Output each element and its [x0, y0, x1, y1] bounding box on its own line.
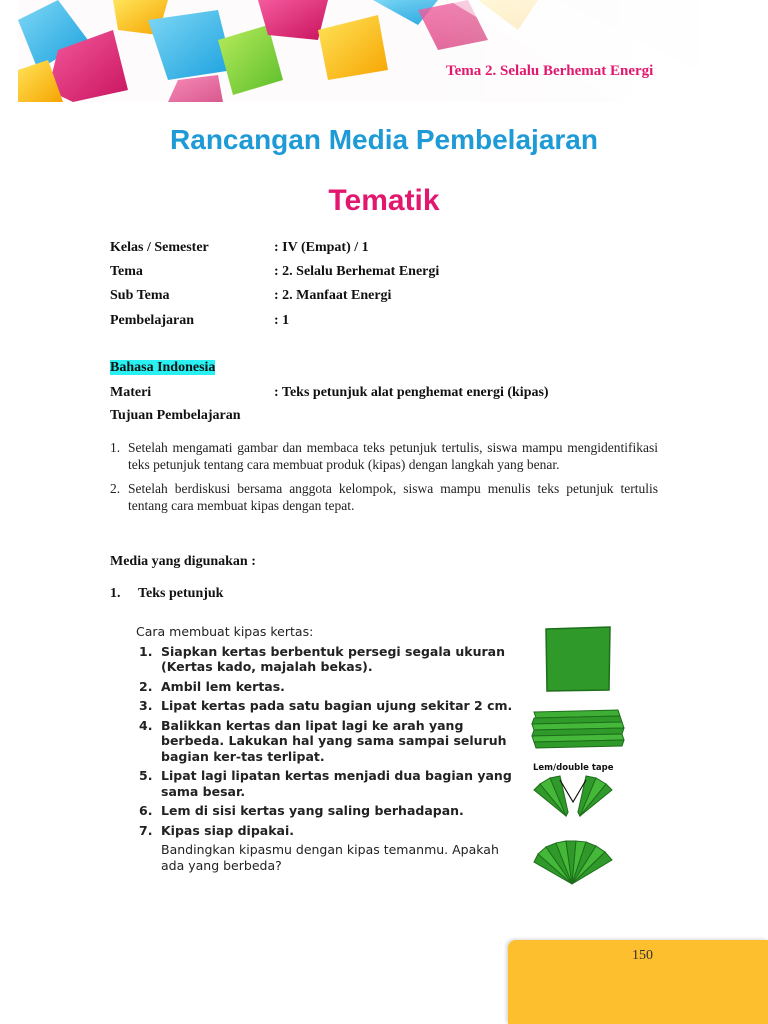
media-heading: Media yang digunakan :: [110, 554, 256, 569]
page-number: 150: [632, 948, 653, 963]
page-number-box: [508, 940, 768, 1024]
step-text: Balikkan kertas dan lipat lagi ke arah yang berbeda. Lakukan hal yang sama sampai seluruh bagian ker-tas terlipat.: [161, 717, 507, 764]
info-value: : 2. Manfaat Energi: [274, 288, 392, 303]
decorative-cubes-graphic: [18, 0, 698, 102]
media-item-label: Teks petunjuk: [138, 586, 224, 601]
instruction-text: [136, 624, 516, 873]
info-label: Sub Tema: [110, 288, 170, 303]
list-text: Setelah berdiskusi bersama anggota kelompok, siswa mampu menulis teks petunjuk tertulis tentang cara membuat kipas dengan tepat.: [128, 481, 658, 513]
page-title: Rancangan Media Pembelajaran: [170, 124, 598, 155]
info-value: : IV (Empat) / 1: [274, 240, 369, 255]
materi-label: Materi: [110, 385, 152, 400]
instruction-step: [136, 823, 516, 839]
step-number: 5.: [139, 768, 153, 783]
step-text: Lipat kertas pada satu bagian ujung sekitar 2 cm.: [161, 698, 513, 713]
instruction-step: [136, 698, 516, 714]
step-text: Lipat lagi lipatan kertas menjadi dua bagian yang sama besar.: [161, 768, 512, 799]
tujuan-heading: Tujuan Pembelajaran: [110, 408, 241, 423]
instruction-step: [136, 718, 516, 765]
instruction-step: [136, 679, 516, 695]
info-value: : 1: [274, 313, 290, 328]
info-label: Pembelajaran: [110, 313, 194, 328]
step-number: 3.: [139, 698, 153, 713]
step-text: Kipas siap dipakai.: [161, 822, 295, 838]
instruction-caption: Cara membuat kipas kertas:: [136, 624, 314, 639]
glue-label: Lem/double tape: [533, 763, 614, 773]
info-value: : 2. Selalu Berhemat Energi: [274, 264, 440, 279]
step-number: 7.: [139, 822, 153, 838]
finished-fan-illustration: [532, 838, 616, 886]
header-banner: [18, 0, 698, 102]
media-item: [110, 586, 224, 602]
list-number: 2.: [110, 481, 121, 496]
page-subtitle: Tematik: [328, 184, 440, 217]
instruction-step: [136, 803, 516, 819]
step-number: 1.: [139, 643, 153, 659]
step-text: Siapkan kertas berbentuk persegi segala ukuran (Kertas kado, majalah bekas).: [161, 643, 506, 674]
list-item: [110, 440, 658, 473]
list-text: Setelah mengamati gambar dan membaca teks petunjuk tertulis, siswa mampu mengidentifikasi teks petunjuk tentang cara membuat produk (kipas) dengan langkah yang benar.: [128, 440, 658, 472]
instruction-note: Bandingkan kipasmu dengan kipas temanmu. Apakah ada yang berbeda?: [161, 842, 499, 873]
instruction-step: [136, 768, 516, 799]
list-number: 1.: [110, 440, 121, 455]
step-number: 2.: [139, 678, 153, 694]
info-label: Tema: [110, 264, 143, 279]
subject-heading: [110, 360, 215, 376]
subject-label: Bahasa Indonesia: [110, 360, 216, 375]
info-label: Kelas / Semester: [110, 240, 209, 255]
step-text: Lem di sisi kertas yang saling berhadapan.: [161, 803, 464, 818]
green-paper-square-illustration: [544, 626, 612, 692]
instruction-step: [136, 644, 516, 675]
folded-fan-halves-illustration: [530, 772, 616, 818]
materi-value: : Teks petunjuk alat penghemat energi (kipas): [274, 385, 549, 400]
folded-paper-illustration: [530, 708, 626, 750]
theme-label: Tema 2. Selalu Berhemat Energi: [446, 63, 654, 79]
step-text: Ambil lem kertas.: [161, 678, 285, 694]
list-item: [110, 481, 658, 514]
objectives-list: [110, 440, 658, 522]
step-number: 4.: [139, 717, 153, 733]
media-item-number: 1.: [110, 586, 121, 601]
step-number: 6.: [139, 803, 153, 818]
